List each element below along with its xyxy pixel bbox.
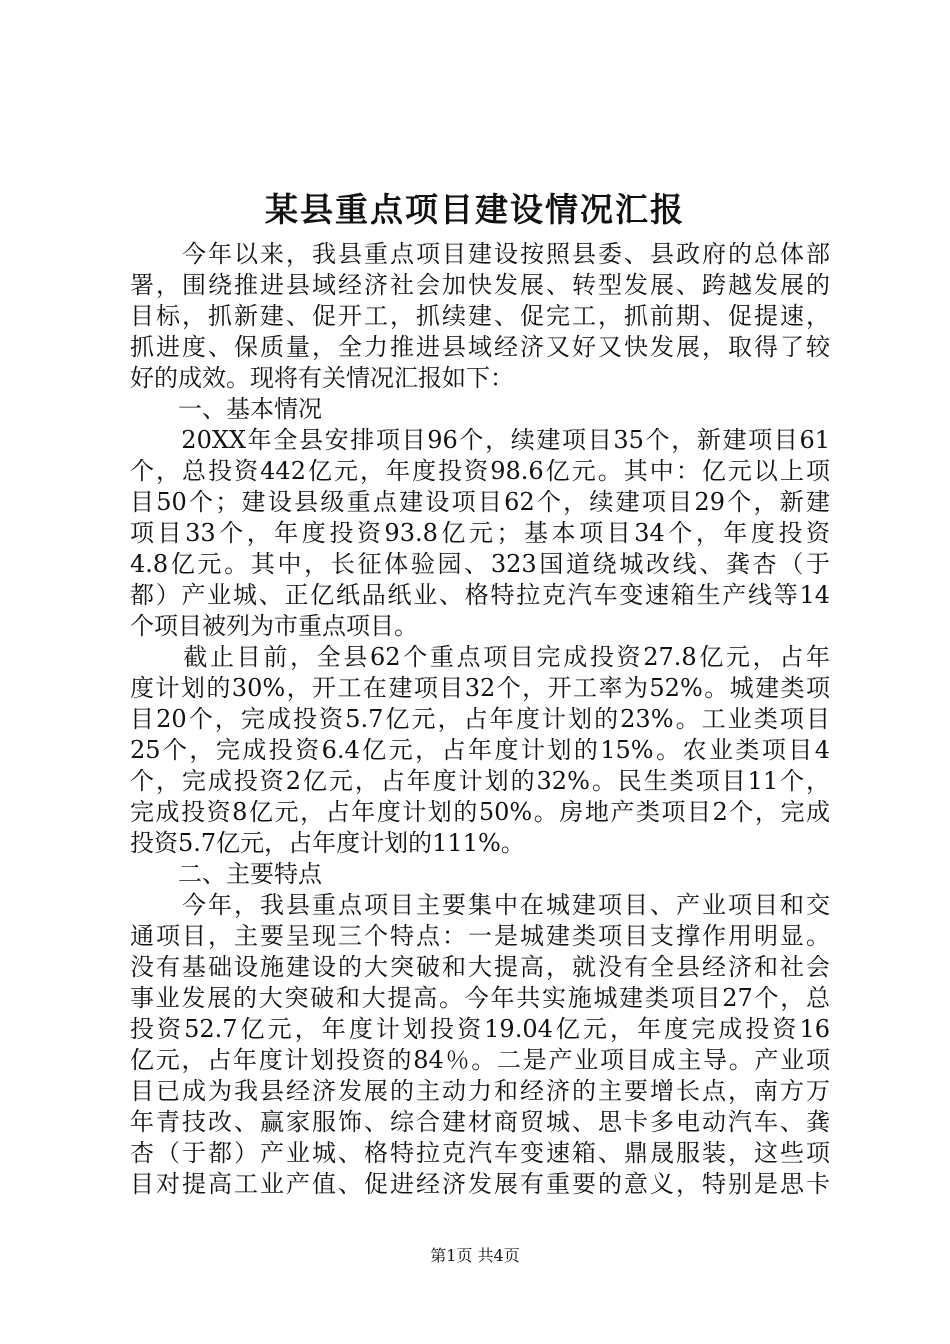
paragraph-line: 好的成效。现将有关情况汇报如下： — [130, 364, 514, 392]
paragraph-line: 杏（于都）产业城、格特拉克汽车变速箱、鼎晟服装，这些项 — [130, 1139, 830, 1167]
paragraph-line: 4.8亿元。其中，长征体验园、323国道绕城改线、龚杏（于 — [130, 550, 830, 578]
document-title: 某县重点项目建设情况汇报 — [265, 190, 685, 229]
paragraph-line: 目标，抓新建、促开工，抓续建、促完工，抓前期、促提速， — [130, 302, 830, 330]
page-footer: 第1页 共4页 — [430, 1246, 520, 1265]
paragraph-line: 今年，我县重点项目主要集中在城建项目、产业项目和交 — [130, 891, 830, 919]
paragraph-line: 项目33个，年度投资93.8亿元；基本项目34个，年度投资 — [130, 519, 830, 547]
paragraph-line: 目已成为我县经济发展的主动力和经济的主要增长点，南方万 — [130, 1077, 830, 1105]
paragraph-line: 目50个；建设县级重点建设项目62个，续建项目29个，新建 — [130, 488, 830, 516]
paragraph-line: 20XX年全县安排项目96个，续建项目35个，新建项目61 — [130, 426, 830, 454]
section-heading: 一、基本情况 — [130, 395, 322, 423]
paragraph-line: 亿元，占年度计划投资的84％。二是产业项目成主导。产业项 — [130, 1046, 830, 1074]
paragraph-line: 目对提高工业产值、促进经济发展有重要的意义，特别是思卡 — [130, 1170, 830, 1198]
paragraph-line: 年青技改、赢家服饰、综合建材商贸城、思卡多电动汽车、龚 — [130, 1108, 830, 1136]
paragraph-line: 都）产业城、正亿纸品纸业、格特拉克汽车变速箱生产线等14 — [130, 581, 830, 609]
paragraph-line: 目20个，完成投资5.7亿元，占年度计划的23%。工业类项目 — [130, 705, 830, 733]
paragraph-line: 个，总投资442亿元，年度投资98.6亿元。其中：亿元以上项 — [130, 457, 830, 485]
paragraph-line: 投资52.7亿元，年度计划投资19.04亿元，年度完成投资16 — [130, 1015, 830, 1043]
paragraph-line: 个，完成投资2亿元，占年度计划的32%。民生类项目11个， — [130, 767, 830, 795]
paragraph-line: 署，围绕推进县域经济社会加快发展、转型发展、跨越发展的 — [130, 271, 830, 299]
paragraph-line: 完成投资8亿元，占年度计划的50%。房地产类项目2个，完成 — [130, 798, 830, 826]
paragraph-line: 投资5.7亿元，占年度计划的111%。 — [130, 829, 525, 857]
section-heading: 二、主要特点 — [130, 860, 322, 888]
paragraph-line: 25个，完成投资6.4亿元，占年度计划的15%。农业类项目4 — [130, 736, 830, 764]
paragraph-line: 没有基础设施建设的大突破和大提高，就没有全县经济和社会 — [130, 953, 830, 981]
paragraph-line: 抓进度、保质量，全力推进县域经济又好又快发展，取得了较 — [130, 333, 830, 361]
paragraph-line: 事业发展的大突破和大提高。今年共实施城建类项目27个，总 — [130, 984, 830, 1012]
paragraph-line: 截止目前，全县62个重点项目完成投资27.8亿元，占年 — [130, 643, 830, 671]
paragraph-line: 通项目，主要呈现三个特点：一是城建类项目支撑作用明显。 — [130, 922, 830, 950]
paragraph-line: 度计划的30%，开工在建项目32个，开工率为52%。城建类项 — [130, 674, 830, 702]
paragraph-line: 今年以来，我县重点项目建设按照县委、县政府的总体部 — [130, 240, 830, 268]
paragraph-line: 个项目被列为市重点项目。 — [130, 612, 418, 640]
